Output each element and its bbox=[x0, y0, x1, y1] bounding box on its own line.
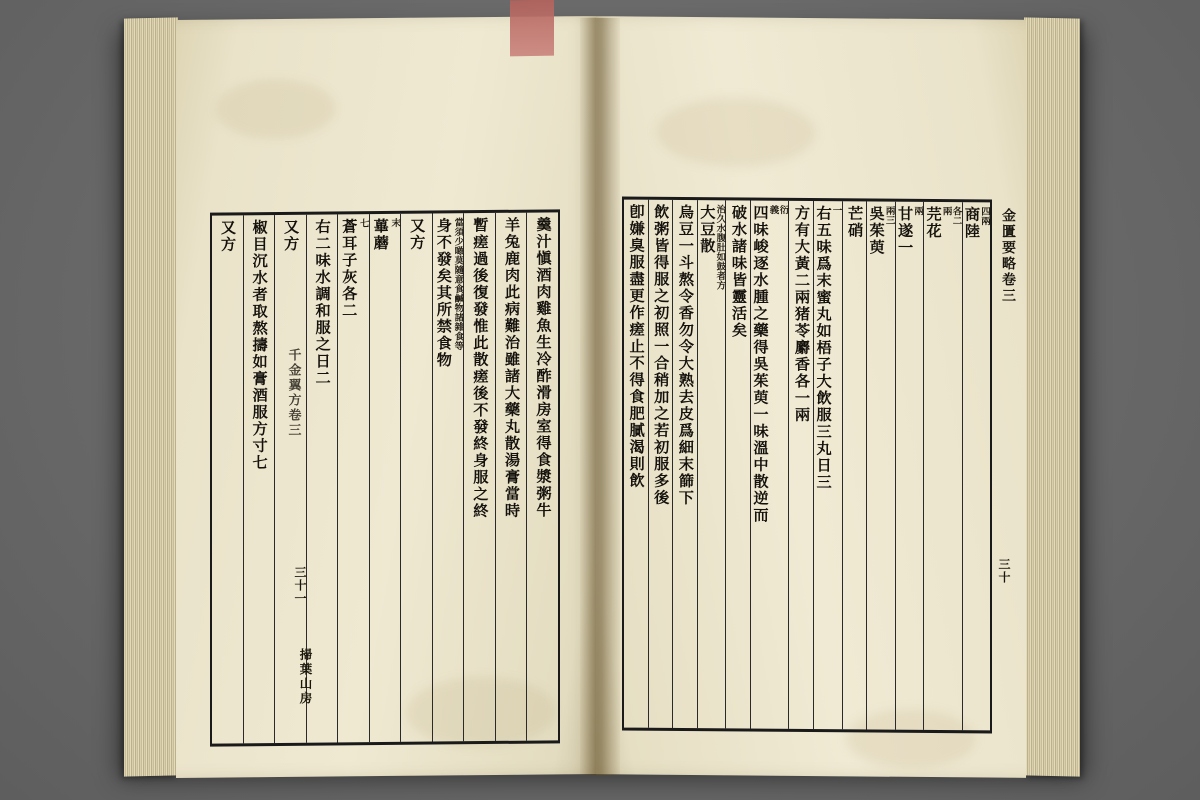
column-main-text: 吳茱萸 bbox=[867, 205, 886, 257]
column-main-text: 芒硝 bbox=[846, 205, 865, 240]
column-main-text: 甘遂一 bbox=[896, 205, 915, 257]
column-main-text: 暫瘥過後復發惟此散瘥後不發終身服之終 bbox=[471, 216, 490, 520]
column-main-text: 破水諸味皆靈活矣 bbox=[729, 204, 748, 339]
publisher-colophon: 掃葉山房 bbox=[298, 647, 313, 707]
text-column bbox=[697, 200, 725, 728]
column-annotation: 當須少噉莫隨意食鹹物諸雜食等 bbox=[452, 217, 464, 351]
text-column bbox=[526, 212, 558, 740]
text-column bbox=[400, 214, 432, 742]
column-main-text: 羹汁愼酒肉雞魚生冷酢滑房室得食漿粥牛 bbox=[534, 216, 553, 519]
column-annotation: 衍 義 bbox=[767, 204, 789, 215]
column-main-text: 蓽蘑 bbox=[371, 217, 390, 252]
column-annotation: 一 bbox=[830, 205, 842, 215]
text-column bbox=[813, 201, 841, 729]
column-main-text: 卽嫌臭服盡更作瘥止不得食肥膩渴則飲 bbox=[627, 203, 646, 490]
text-column bbox=[895, 202, 923, 730]
column-annotation: 七 bbox=[357, 218, 369, 228]
column-main-text: 又方 bbox=[282, 218, 301, 253]
left-page-number: 三十一 bbox=[293, 565, 307, 606]
left-page-text-frame bbox=[210, 209, 560, 746]
column-main-text: 四味峻逐水腫之藥得吳茱萸一味溫中散逆而 bbox=[751, 204, 770, 524]
column-annotation: 兩三 bbox=[883, 205, 895, 225]
right-page-text-frame bbox=[622, 197, 992, 734]
text-column bbox=[962, 202, 990, 730]
left-page-center-strip bbox=[278, 348, 308, 678]
text-column bbox=[725, 200, 750, 728]
open-book bbox=[110, 18, 1090, 786]
text-column bbox=[369, 214, 401, 742]
right-page-columns bbox=[624, 200, 990, 731]
text-column bbox=[788, 201, 813, 729]
column-annotation: 治久水腹肚如鼓者方 bbox=[714, 204, 726, 290]
column-annotation: 各二 兩 bbox=[940, 206, 962, 226]
right-page-center-strip bbox=[990, 208, 1026, 728]
column-main-text: 椒目沉水者取熬擣如膏酒服方寸七 bbox=[250, 219, 269, 472]
text-column bbox=[648, 200, 673, 728]
left-page-columns bbox=[212, 212, 558, 743]
text-column bbox=[866, 201, 894, 729]
text-column bbox=[624, 200, 648, 728]
column-main-text: 又方 bbox=[408, 217, 427, 252]
text-column bbox=[672, 200, 697, 728]
text-column bbox=[432, 213, 464, 741]
column-main-text: 商陸 bbox=[963, 206, 982, 240]
column-annotation: 末 bbox=[389, 217, 401, 228]
column-main-text: 右二味水調和服之日二 bbox=[313, 218, 332, 387]
column-main-text: 方有大黃二兩猪苓麝香各一兩 bbox=[793, 204, 811, 424]
text-column bbox=[495, 213, 527, 741]
column-main-text: 芫花 bbox=[924, 205, 943, 240]
column-annotation: 兩 bbox=[912, 205, 924, 216]
center-strip-title: 金匱要略卷三 bbox=[1000, 207, 1016, 305]
column-main-text: 蒼耳子灰各二 bbox=[340, 218, 359, 320]
red-bookmark-slip bbox=[510, 0, 554, 56]
text-column bbox=[923, 202, 961, 730]
column-main-text: 烏豆一斗熬令香勿令大熟去皮爲細末篩下 bbox=[676, 203, 695, 507]
column-main-text: 身不發矣其所禁食物 bbox=[434, 217, 453, 369]
right-page-number: 三十 bbox=[997, 557, 1011, 585]
column-annotation: 四兩 bbox=[979, 206, 990, 226]
text-column bbox=[463, 213, 495, 741]
center-strip-title: 千金翼方卷三 bbox=[285, 347, 301, 439]
text-column bbox=[842, 201, 867, 729]
text-column bbox=[212, 215, 243, 743]
page-edge-left bbox=[124, 17, 178, 776]
column-main-text: 飲粥皆得服之初照一合稍加之若初服多後 bbox=[652, 203, 671, 507]
column-main-text: 右五味爲末蜜丸如梧子大飲服三丸日三 bbox=[814, 205, 833, 491]
text-column bbox=[337, 214, 369, 742]
column-main-text: 大豆散 bbox=[698, 204, 717, 255]
text-column bbox=[750, 201, 788, 729]
page-edge-right bbox=[1024, 17, 1080, 776]
column-main-text: 又方 bbox=[219, 219, 237, 254]
column-main-text: 羊兔鹿肉此病難治雖諸大藥丸散湯膏當時 bbox=[502, 216, 521, 520]
text-column bbox=[243, 215, 275, 743]
